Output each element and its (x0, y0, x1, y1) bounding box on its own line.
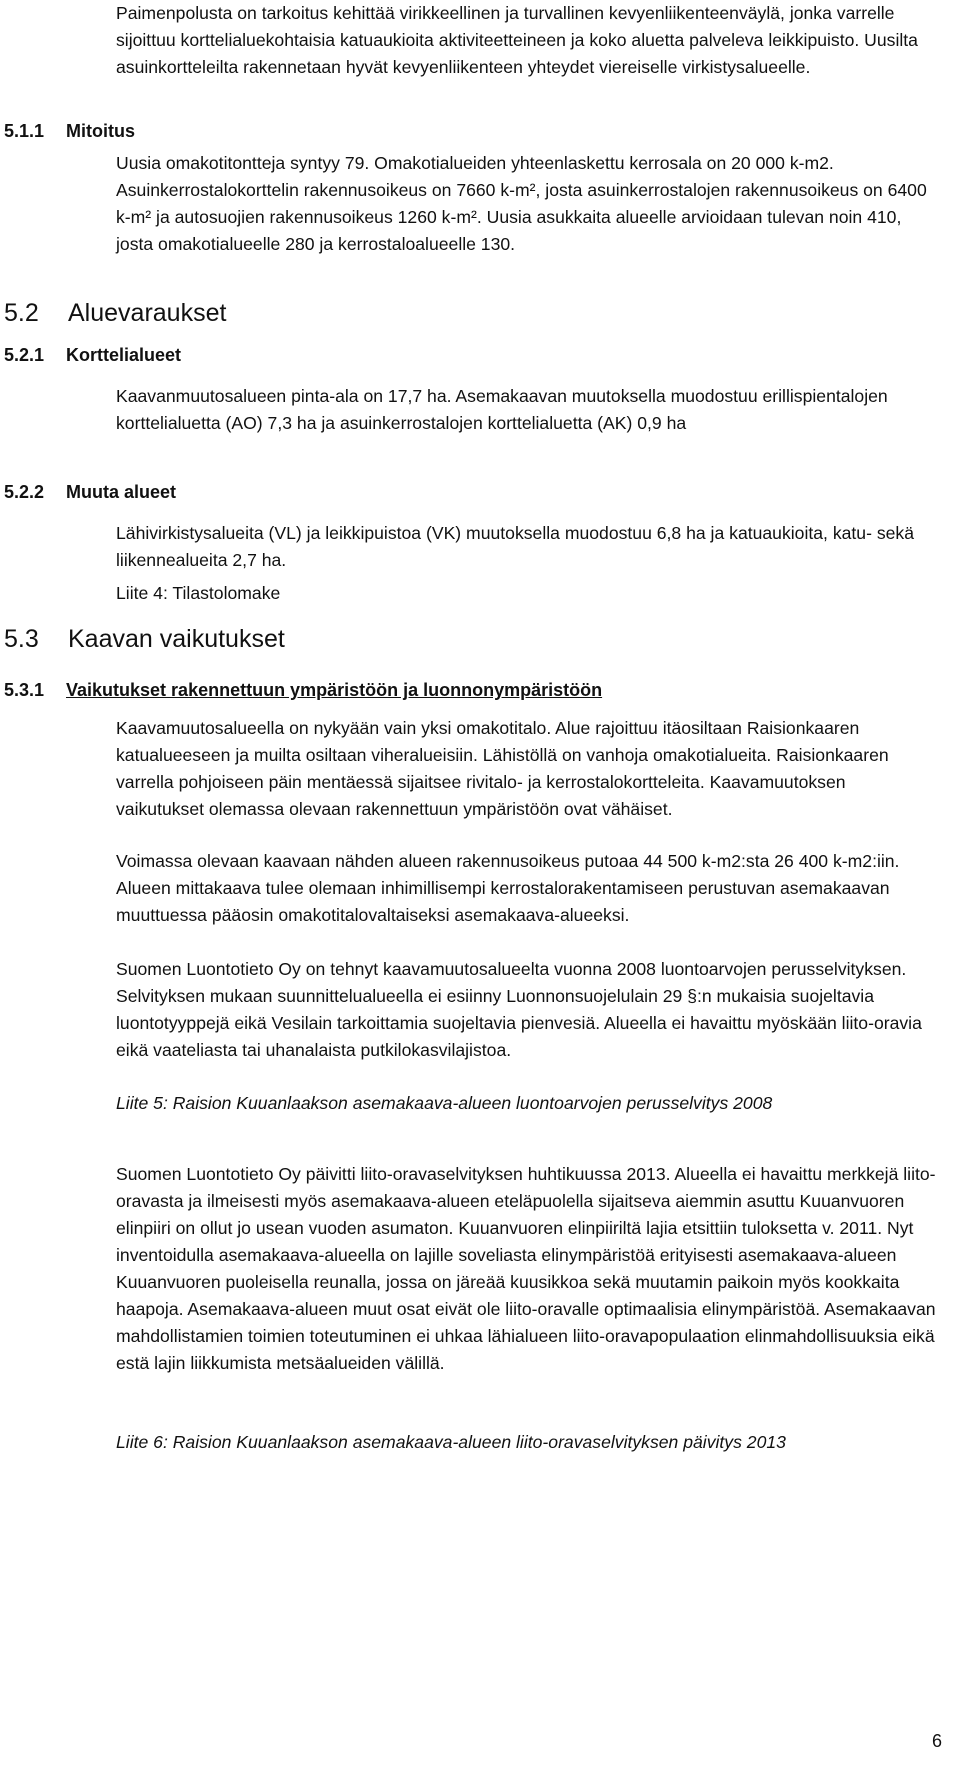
vaikutukset-paragraph-1: Kaavamuutosalueella on nykyään vain yksi omakotitalo. Alue rajoittuu itäosiltaan Raisionkaaren katualueeseen ja muilta osiltaan viheralueisiin. Lähistöllä on vanhoja omakotialueita. Raisionkaaren varrella pohjoiseen päin mentäessä sijaitsee rivitalo- ja kerrostalokortteleita. Kaavamuutoksen vaikutukset olemassa olevaan rakennettuun ympäristöön ovat vähäiset. (116, 718, 889, 819)
mitoitus-paragraph: Uusia omakotitontteja syntyy 79. Omakotialueiden yhteenlaskettu kerrosala on 20 000 k-m2. Asuinkerrostalokorttelin rakennusoikeus on 7660 k-m², josta asuinkerrostalojen rakennusoikeus on 6400 k-m² ja autosuojien rakennusoikeus 1260 k-m². Uusia asukkaita alueelle arvioidaan tulevan noin 410, josta omakotialueelle 280 ja kerrostaloalueelle 130. (116, 153, 927, 254)
section-title: Korttelialueet (66, 345, 182, 365)
korttelialueet-paragraph: Kaavanmuutosalueen pinta-ala on 17,7 ha. Asemakaavan muutoksella muodostuu erillispientalojen korttelialuetta (AO) 7,3 ha ja asuinkerrostalojen korttelialuetta (AK) 0,9 ha (116, 386, 888, 433)
section-title: Kaavan vaikutukset (68, 625, 285, 653)
section-heading-5-2-2 (4, 480, 176, 504)
attachment-6-reference: Liite 6: Raision Kuuanlaakson asemakaava-alueen liito-oravaselvityksen päivitys 2013 (116, 1432, 786, 1452)
vaikutukset-paragraph-2: Voimassa olevaan kaavaan nähden alueen rakennusoikeus putoaa 44 500 k-m2:sta 26 400 k-m2:iin. Alueen mittakaava tulee olemaan inhimillisempi kerrostalorakentamiseen perustuvan asemakaavan muuttuessa pääosin omakotitalovaltaiseksi asemakaava-alueeksi. (116, 851, 900, 925)
intro-paragraph: Paimenpolusta on tarkoitus kehittää virikkeellinen ja turvallinen kevyenliikenteenväylä, jonka varrelle sijoittuu korttelialuekohtaisia katuaukioita aktiviteetteineen ja koko aluetta palveleva leikkipuisto. Uusilta asuinkortteleilta rakennetaan hyvät kevyenliikenteen yhteydet viereiselle virkistysalueelle. (116, 3, 918, 77)
vaikutukset-paragraph-3: Suomen Luontotieto Oy on tehnyt kaavamuutosalueelta vuonna 2008 luontoarvojen perusselvityksen. Selvityksen mukaan suunnittelualueella ei esiinny Luonnonsuojelulain 29 §:n mukaisia suojeltavia luontotyyppejä eikä Vesilain tarkoittamia suojeltavia pienvesiä. Alueella ei havaittu myöskään liito-oravia eikä vaateliasta tai uhanalaista putkilokasvilajistoa. (116, 959, 922, 1060)
page-number: 6 (931, 1731, 942, 1751)
section-number: 5.2.2 (4, 482, 45, 502)
section-number: 5.2.1 (4, 345, 45, 365)
section-heading-5-2 (4, 298, 226, 328)
vaikutukset-paragraph-4: Suomen Luontotieto Oy päivitti liito-oravaselvityksen huhtikuussa 2013. Alueella ei havaittu merkkejä liito-oravasta ja ilmeisesti myös asemakaava-alueen eteläpuolella sijaitseva aiemmin asuttu Kuuanvuoren elinpiiri on ollut jo usean vuoden asumaton. Kuuanvuoren elinpiiriltä lajia etsittiin tuloksetta v. 2011. Nyt inventoidulla asemakaava-alueella on lajille soveliasta elinympäristöä erityisesti asemakaava-alueen Kuuanvuoren puoleisella reunalla, jossa on järeää kuusikkoa sekä muutamin paikoin myös kookkaita haapoja. Asemakaava-alueen muut osat eivät ole liito-oravalle optimaalisia elinympäristöä. Asemakaavan mahdollistamien toimien toteutuminen ei uhkaa lähialueen liito-oravapopulaation elinmahdollisuuksia eikä estä lajin liikkumista metsäalueiden välillä. (116, 1164, 936, 1373)
section-heading-5-3 (4, 624, 285, 654)
section-number: 5.1.1 (4, 121, 45, 141)
section-number: 5.3.1 (4, 680, 45, 700)
attachment-4-reference: Liite 4: Tilastolomake (116, 583, 281, 603)
section-heading-5-2-1 (4, 343, 181, 367)
section-title: Muuta alueet (66, 482, 177, 502)
section-title: Mitoitus (66, 121, 135, 141)
section-heading-5-1-1 (4, 119, 135, 143)
section-number: 5.3 (4, 625, 39, 653)
muuta-alueet-paragraph: Lähivirkistysalueita (VL) ja leikkipuistoa (VK) muutoksella muodostuu 6,8 ha ja katuaukioita, katu- sekä liikennealueita 2,7 ha. (116, 523, 914, 570)
section-title: Aluevaraukset (68, 299, 227, 327)
section-heading-5-3-1 (4, 678, 602, 702)
section-title: Vaikutukset rakennettuun ympäristöön ja luonnonympäristöön (66, 680, 603, 700)
attachment-5-reference: Liite 5: Raision Kuuanlaakson asemakaava-alueen luontoarvojen perusselvitys 2008 (116, 1093, 773, 1113)
section-number: 5.2 (4, 299, 39, 327)
